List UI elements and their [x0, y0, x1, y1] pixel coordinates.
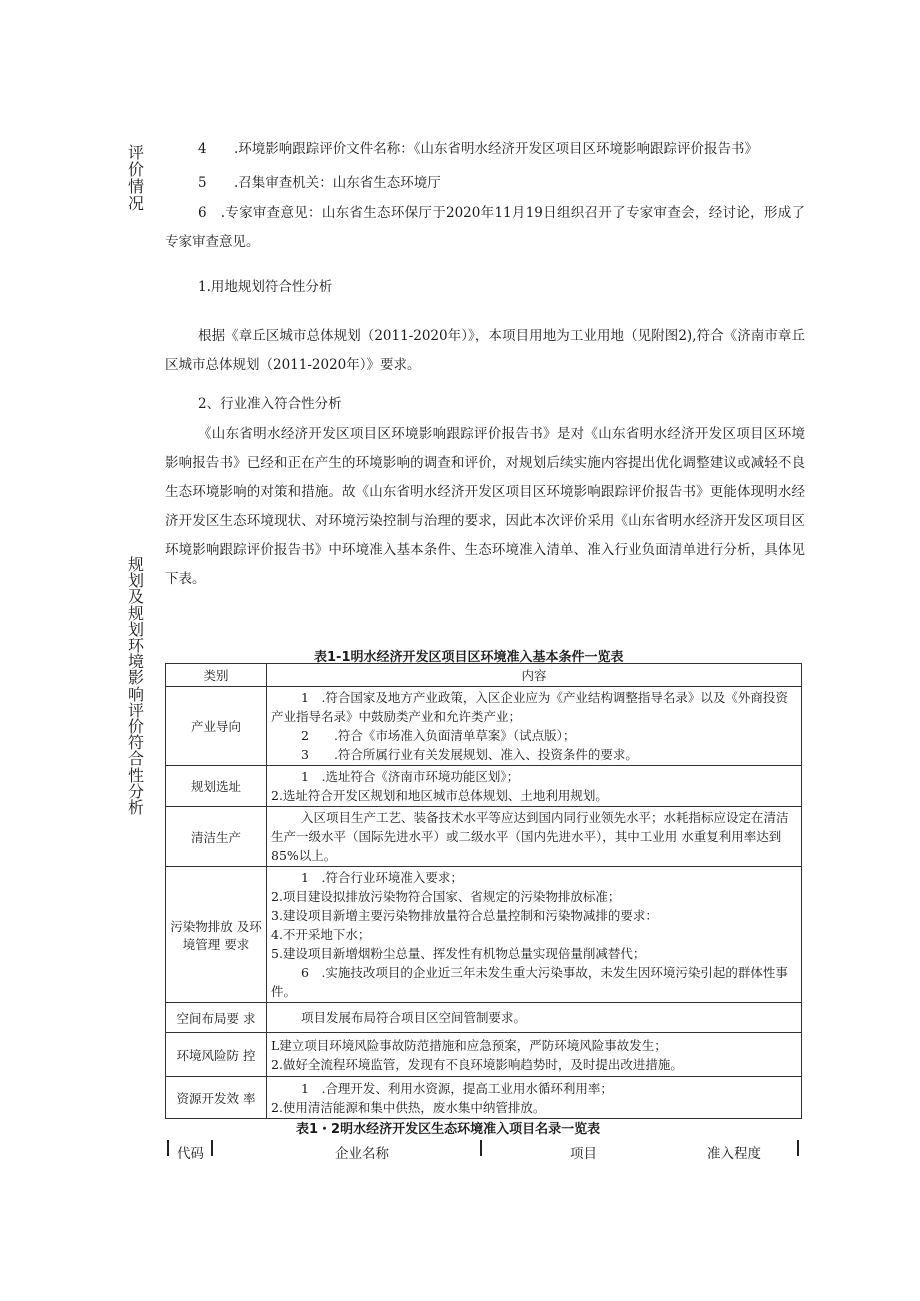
- intro-item-6: 6 .专家审查意见：山东省生态环保厅于2020年11月19日组织召开了专家审查会，经讨论，形成了专家审查意见。: [165, 205, 805, 250]
- table-row: [166, 807, 802, 867]
- intro-item-5: 5 .召集审查机关：山东省生态环境厅: [198, 175, 441, 191]
- side-label-compliance: 规划及规划环境影响评价符合性分析: [127, 555, 144, 818]
- table-row: [166, 867, 802, 1003]
- table1-caption: 表1-1明水经济开发区项目区环境准入基本条件一览表: [314, 650, 624, 665]
- header-category: 类别: [166, 664, 267, 687]
- column-divider: [167, 1140, 169, 1156]
- row-category: 污染物排放 及环境管理 要求: [166, 867, 267, 1003]
- row-content: [267, 1003, 802, 1033]
- row-category: 产业导向: [166, 687, 267, 766]
- table2-header-project: 项目: [570, 1146, 597, 1162]
- column-divider: [480, 1140, 482, 1156]
- row-category: 资源开发效 率: [166, 1077, 267, 1119]
- table-header-row: [166, 664, 802, 687]
- row-category: 环境风险防 控: [166, 1033, 267, 1077]
- content-line: 1 .符合国家及地方产业政策，入区企业应为《产业结构调整指导名录》以及《外商投资产业指导名录》中鼓励类产业和允许类产业；: [271, 690, 788, 724]
- content-line: 5.建设项目新增烟粉尘总量、挥发性有机物总量实现倍量削减替代；: [271, 946, 646, 961]
- row-content: [267, 687, 802, 766]
- table2-header-admission-level: 准入程度: [707, 1146, 761, 1162]
- section1-body: 根据《章丘区城市总体规划（2011-2020年）》，本项目用地为工业用地（见附图2),符合《济南市章丘区城市总体规划（2011-2020年）》要求。: [165, 328, 805, 373]
- row-content: [267, 1077, 802, 1119]
- content-line: 2.使用清洁能源和集中供热，废水集中纳管排放。: [271, 1099, 546, 1115]
- row-content: [267, 867, 802, 1003]
- section2-body: 《山东省明水经济开发区项目区环境影响跟踪评价报告书》是对《山东省明水经济开发区项目区环境影响报告书》已经和正在产生的环境影响的调查和评价，对规划后续实施内容提出优化调整建议或减轻不良生态环境影响的对策和措施。故《山东省明水经济开发区项目区环境影响跟踪评价报告书》更能体现明水经济开发区生态环境现状、对环境污染控制与治理的要求，因此本次评价采用《山东省明水经济开发区项目区环境影响跟踪评价报告书》中环境准入基本条件、生态环境准入清单、准入行业负面清单进行分析，具体见下表。: [165, 426, 805, 587]
- column-divider: [211, 1140, 213, 1156]
- section2-heading: 2、行业准入符合性分析: [198, 396, 342, 412]
- row-content: [267, 807, 802, 867]
- content-line: 入区项目生产工艺、装备技术水平等应达到国内同行业领先水平；水耗指标应设定在清洁生产一级水平（国际先进水平）或二级水平（国内先进水平），其中工业用 水重复利用率达到85%以上。: [271, 810, 789, 863]
- column-divider: [797, 1140, 799, 1156]
- content-line: 2 .符合《市场准入负面清单草案》（试点版）；: [301, 728, 576, 743]
- content-line: L建立项目环境风险事故防范措施和应急预案，严防环境风险事故发生；: [271, 1037, 667, 1053]
- table-row: [166, 1077, 802, 1119]
- intro-item-4: 4 .环境影响跟踪评价文件名称：《山东省明水经济开发区项目区环境影响跟踪评价报告书》: [198, 141, 759, 157]
- content-line: 1 .合理开发、利用水资源，提高工业用水循环利用率；: [301, 1080, 613, 1096]
- content-line: 2.项目建设拟排放污染物符合国家、省规定的污染物排放标准；: [271, 889, 621, 904]
- content-line: 3 .符合所属行业有关发展规划、准入、投资条件的要求。: [301, 747, 638, 762]
- row-category: 清洁生产: [166, 807, 267, 867]
- table-row: [166, 766, 802, 807]
- side-label-evaluation: 评价情况: [127, 143, 144, 213]
- row-category: 空间布局要 求: [166, 1003, 267, 1033]
- row-content: [267, 1033, 802, 1077]
- content-line: 2.选址符合开发区规划和地区城市总体规划、土地利用规划。: [271, 788, 608, 803]
- content-line: 6 .实施技改项目的企业近三年未发生重大污染事故，未发生因环境污染引起的群体性事件。: [271, 965, 788, 999]
- content-line: 1 .符合行业环境准入要求；: [301, 870, 463, 885]
- table2-header-company: 企业名称: [335, 1146, 389, 1162]
- admission-conditions-table: [165, 663, 802, 1119]
- content-line: 2.做好全流程环境监管，发现有不良环境影响趋势时，及时提出改进措施。: [271, 1056, 683, 1072]
- row-content: [267, 766, 802, 807]
- table2-caption: 表1・2明水经济开发区生态环境准入项目名录一览表: [296, 1122, 601, 1137]
- table-row: [166, 687, 802, 766]
- section1-heading: 1.用地规划符合性分析: [198, 279, 333, 295]
- table-row: [166, 1003, 802, 1033]
- content-line: 1 .选址符合《济南市环境功能区划》；: [301, 769, 520, 784]
- content-line: 项目发展布局符合项目区空间管制要求。: [301, 1010, 527, 1025]
- content-line: 4.不开采地下水；: [271, 927, 371, 942]
- table-row: [166, 1033, 802, 1077]
- table2-header-code: 代码: [177, 1146, 204, 1162]
- header-content: 内容: [267, 664, 802, 687]
- row-category: 规划选址: [166, 766, 267, 807]
- content-line: 3.建设项目新增主要污染物排放量符合总量控制和污染物减排的要求：: [271, 908, 658, 923]
